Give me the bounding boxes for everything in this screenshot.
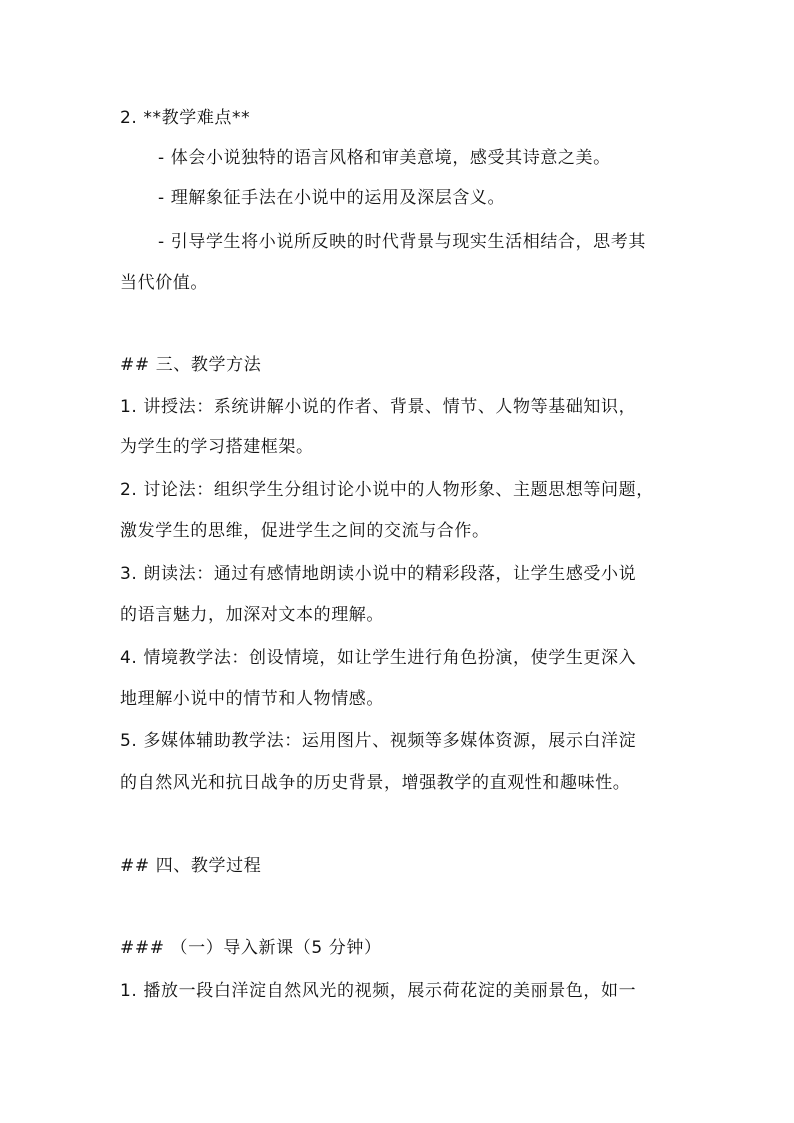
list-item-difficulty-heading: 2. **教学难点** xyxy=(120,108,251,128)
list-item: 1. 讲授法：系统讲解小说的作者、背景、情节、人物等基础知识， xyxy=(120,397,637,417)
list-item-continuation: 的自然风光和抗日战争的历史背景，增强教学的直观性和趣味性。 xyxy=(120,773,631,793)
subsection-heading: ### （一）导入新课（5 分钟） xyxy=(120,938,382,958)
bullet-item-continuation: 当代价值。 xyxy=(120,273,208,293)
list-item: 4. 情境教学法：创设情境，如让学生进行角色扮演，使学生更深入 xyxy=(120,648,637,668)
bullet-item: - 理解象征手法在小说中的运用及深层含义。 xyxy=(158,188,506,208)
list-item-continuation: 地理解小说中的情节和人物情感。 xyxy=(120,689,384,709)
list-item: 2. 讨论法：组织学生分组讨论小说中的人物形象、主题思想等问题， xyxy=(120,480,654,500)
list-item: 1. 播放一段白洋淀自然风光的视频，展示荷花淀的美丽景色，如一 xyxy=(120,981,637,1001)
list-item-continuation: 为学生的学习搭建框架。 xyxy=(120,437,314,457)
list-item-continuation: 激发学生的思维，促进学生之间的交流与合作。 xyxy=(120,521,490,541)
list-item: 3. 朗读法：通过有感情地朗读小说中的精彩段落，让学生感受小说 xyxy=(120,564,637,584)
section-heading: ## 三、教学方法 xyxy=(120,355,262,375)
section-heading: ## 四、教学过程 xyxy=(120,856,262,876)
list-item: 5. 多媒体辅助教学法：运用图片、视频等多媒体资源，展示白洋淀 xyxy=(120,731,637,751)
bullet-item: - 引导学生将小说所反映的时代背景与现实生活相结合，思考其 xyxy=(158,232,646,252)
list-item-continuation: 的语言魅力，加深对文本的理解。 xyxy=(120,605,384,625)
bullet-item: - 体会小说独特的语言风格和审美意境，感受其诗意之美。 xyxy=(158,148,611,168)
